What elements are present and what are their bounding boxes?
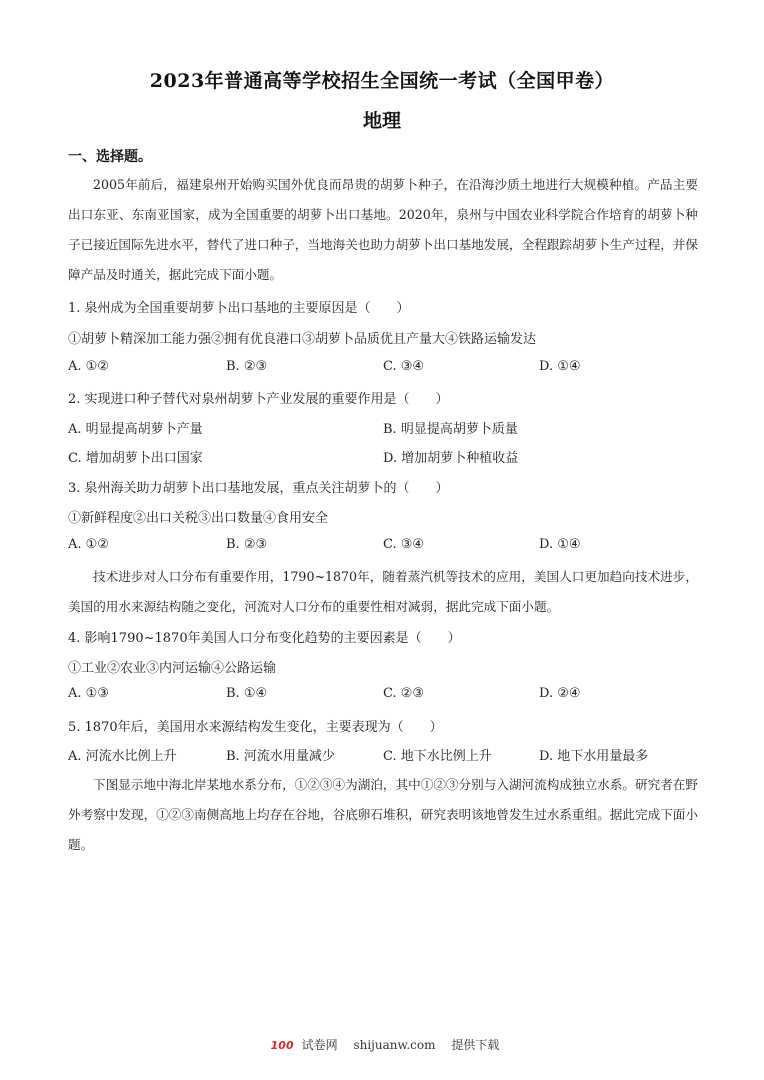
question-1-statements: ①胡萝卜精深加工能力强②拥有优良港口③胡萝卜品质优且产量大④铁路运输发达 (68, 332, 537, 347)
site-logo-number: 100 (270, 1039, 294, 1052)
question-5-option-c[interactable]: C. 地下水比例上升 (383, 749, 492, 764)
question-4-option-b[interactable]: B. ①④ (226, 686, 268, 701)
question-4-option-c[interactable]: C. ②③ (383, 686, 425, 701)
question-4-statements: ①工业②农业③内河运输④公路运输 (68, 661, 277, 676)
question-5-option-b[interactable]: B. 河流水用量减少 (226, 749, 335, 764)
site-logo (265, 1038, 338, 1052)
question-1-option-b[interactable]: B. ②③ (226, 359, 268, 374)
question-5-option-a[interactable]: A. 河流水比例上升 (68, 749, 177, 764)
question-1-option-d[interactable]: D. ①④ (539, 359, 581, 374)
download-text: 提供下载 (451, 1038, 500, 1052)
question-1-option-a[interactable]: A. ①② (68, 359, 109, 374)
question-4-stem: 4. 影响1790~1870年美国人口分布变化趋势的主要因素是（ ） (68, 631, 461, 646)
question-5-option-d[interactable]: D. 地下水用量最多 (539, 749, 649, 764)
question-2-stem: 2. 实现进口种子替代对泉州胡萝卜产业发展的重要作用是（ ） (68, 392, 449, 407)
page-footer (0, 1036, 764, 1053)
question-3-option-c[interactable]: C. ③④ (383, 537, 425, 552)
question-2-option-a[interactable]: A. 明显提高胡萝卜产量 (68, 422, 203, 437)
question-5-stem: 5. 1870年后，美国用水来源结构发生变化，主要表现为（ ） (68, 720, 443, 735)
question-2-option-d[interactable]: D. 增加胡萝卜种植收益 (383, 451, 519, 466)
question-3-statements: ①新鲜程度②出口关税③出口数量④食用安全 (68, 511, 329, 526)
section-heading: 一、选择题。 (68, 149, 152, 165)
question-1-option-c[interactable]: C. ③④ (383, 359, 425, 374)
question-2-option-c[interactable]: C. 增加胡萝卜出口国家 (68, 451, 203, 466)
site-domain-link[interactable]: shijuanw.com (353, 1038, 436, 1052)
question-3-stem: 3. 泉州海关助力胡萝卜出口基地发展，重点关注胡萝卜的（ ） (68, 481, 449, 496)
passage-drainage: 下图显示地中海北岸某地水系分布，①②③④为湖泊，其中①②③分别与入湖河流构成独立水系。研究者在野外考察中发现，①②③南侧高地上均存在谷地，谷底卵石堆积，研究表明该地曾发生过水系重组。据此完成下面小题。 (68, 777, 698, 852)
question-4-option-a[interactable]: A. ①③ (68, 686, 109, 701)
passage-carrot: 2005年前后，福建泉州开始购买国外优良而昂贵的胡萝卜种子，在沿海沙质土地进行大规模种植。产品主要出口东亚、东南亚国家，成为全国重要的胡萝卜出口基地。2020年，泉州与中国农业科学院合作培育的胡萝卜种子已接近国际先进水平，替代了进口种子，当地海关也助力胡萝卜出口基地发展，全程跟踪胡萝卜生产过程，并保障产品及时通关，据此完成下面小题。 (68, 177, 698, 282)
passage-population: 技术进步对人口分布有重要作用，1790~1870年，随着蒸汽机等技术的应用，美国人口更加趋向技术进步，美国的用水来源结构随之变化，河流对人口分布的重要性相对减弱，据此完成下面小题。 (68, 569, 698, 614)
subject-title: 地理 (362, 110, 401, 132)
question-4-option-d[interactable]: D. ②④ (539, 686, 581, 701)
exam-title: 2023年普通高等学校招生全国统一考试（全国甲卷） (149, 70, 615, 92)
question-3-option-b[interactable]: B. ②③ (226, 537, 268, 552)
question-3-option-a[interactable]: A. ①② (68, 537, 109, 552)
question-3-option-d[interactable]: D. ①④ (539, 537, 581, 552)
question-2-option-b[interactable]: B. 明显提高胡萝卜质量 (383, 422, 518, 437)
question-1-stem: 1. 泉州成为全国重要胡萝卜出口基地的主要原因是（ ） (68, 301, 410, 316)
site-name: 试卷网 (301, 1038, 338, 1052)
